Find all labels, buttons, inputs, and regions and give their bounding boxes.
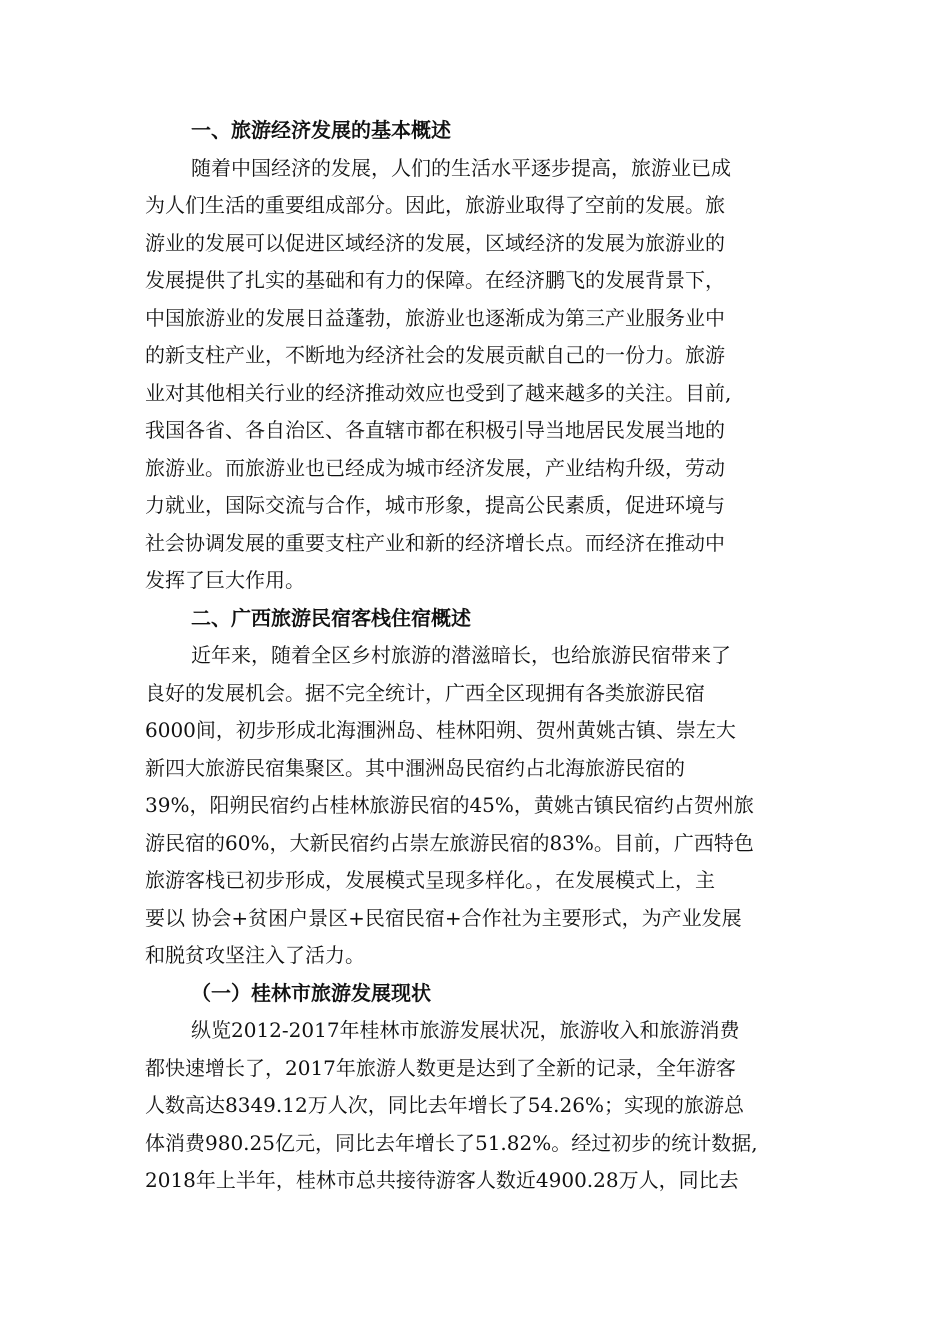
paragraph-line: 中国旅游业的发展日益蓬勃，旅游业也逐渐成为第三产业服务业中 (145, 305, 725, 330)
paragraph-line: 2018年上半年，桂林市总共接待游客人数近4900.28万人，同比去 (145, 1168, 739, 1192)
paragraph-line: 和脱贫攻坚注入了活力。 (145, 943, 365, 967)
paragraph-line: 为人们生活的重要组成部分。因此，旅游业取得了空前的发展。旅 (145, 193, 725, 217)
paragraph-line: 近年来，随着全区乡村旅游的潜滋暗长，也给旅游民宿带来了 (191, 643, 731, 667)
paragraph-line: 6000间，初步形成北海涠洲岛、桂林阳朔、贺州黄姚古镇、崇左大 (145, 718, 736, 742)
paragraph-line: 旅游客栈已初步形成，发展模式呈现多样化。，在发展模式上，主 (145, 868, 715, 892)
paragraph-line: 的新支柱产业，不断地为经济社会的发展贡献自己的一份力。旅游 (145, 343, 725, 367)
paragraph-line: 发挥了巨大作用。 (145, 568, 305, 592)
paragraph-line: 体消费980.25亿元，同比去年增长了51.82%。经过初步的统计数据, (145, 1130, 758, 1155)
paragraph-line: 随着中国经济的发展，人们的生活水平逐步提高，旅游业已成 (191, 155, 731, 180)
paragraph-line: 发展提供了扎实的基础和有力的保障。在经济鹏飞的发展背景下， (145, 268, 725, 292)
paragraph-line: 力就业，国际交流与合作，城市形象，提高公民素质，促进环境与 (145, 493, 725, 517)
paragraph-line: 都快速增长了，2017年旅游人数更是达到了全新的记录，全年游客 (145, 1055, 736, 1080)
paragraph-line: 我国各省、各自治区、各直辖市都在积极引导当地居民发展当地的 (145, 418, 725, 442)
paragraph-line: 人数高达8349.12万人次，同比去年增长了54.26%；实现的旅游总 (145, 1093, 744, 1117)
paragraph-line: 纵览2012-2017年桂林市旅游发展状况，旅游收入和旅游消费 (191, 1018, 740, 1042)
document-body (145, 112, 805, 1200)
paragraph-line: 游业的发展可以促进区域经济的发展，区域经济的发展为旅游业的 (145, 230, 725, 255)
section-heading: （一）桂林市旅游发展现状 (191, 980, 431, 1005)
paragraph-line: 良好的发展机会。据不完全统计，广西全区现拥有各类旅游民宿 (145, 680, 705, 705)
paragraph-line: 社会协调发展的重要支柱产业和新的经济增长点。而经济在推动中 (145, 530, 725, 555)
paragraph-line: 游民宿的60%，大新民宿约占崇左旅游民宿的83%。目前，广西特色 (145, 830, 754, 855)
section-heading: 二、广西旅游民宿客栈住宿概述 (191, 605, 471, 630)
paragraph-line: 新四大旅游民宿集聚区。其中涠洲岛民宿约占北海旅游民宿的 (145, 755, 685, 780)
paragraph-line: 旅游业。而旅游业也已经成为城市经济发展，产业结构升级，劳动 (145, 455, 725, 480)
paragraph-line: 要以 协会+贫困户景区+民宿民宿+合作社为主要形式，为产业发展 (145, 905, 742, 930)
paragraph-line: 业对其他相关行业的经济推动效应也受到了越来越多的关注。目前, (145, 380, 732, 405)
section-heading: 一、旅游经济发展的基本概述 (191, 118, 451, 142)
paragraph-line: 39%，阳朔民宿约占桂林旅游民宿的45%，黄姚古镇民宿约占贺州旅 (145, 793, 754, 817)
